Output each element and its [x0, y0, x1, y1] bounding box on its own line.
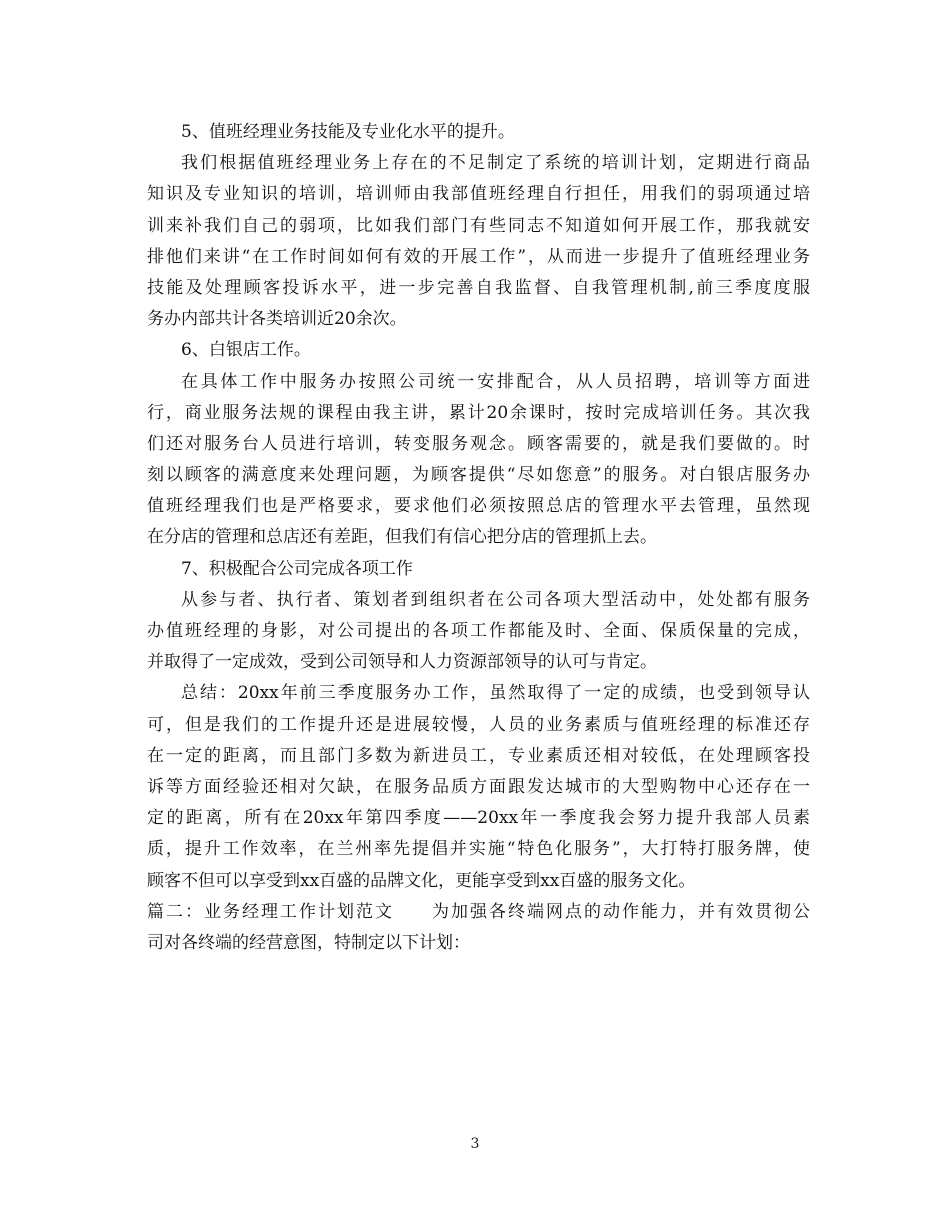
section-heading: 7、积极配合公司完成各项工作 [181, 558, 413, 579]
paragraph-line: 篇二：业务经理工作计划范文 为加强各终端网点的动作能力，并有效贯彻公 [147, 901, 810, 922]
paragraph-line: 务办内部共计各类培训近20余次。 [147, 309, 407, 330]
paragraph-line: 质，提升工作效率，在兰州率先提倡并实施“特色化服务”，大打特打服务牌，使 [147, 839, 810, 860]
document-body [147, 117, 810, 959]
paragraph-line: 行，商业服务法规的课程由我主讲，累计20余课时，按时完成培训任务。其次我 [147, 402, 810, 423]
paragraph-line: 从参与者、执行者、策划者到组织者在公司各项大型活动中，处处都有服务 [181, 589, 810, 610]
paragraph-line: 排他们来讲“在工作时间如何有效的开展工作”，从而进一步提升了值班经理业务 [147, 246, 810, 267]
paragraph-line: 们还对服务台人员进行培训，转变服务观念。顾客需要的，就是我们要做的。时 [147, 433, 810, 454]
paragraph-line: 司对各终端的经营意图，特制定以下计划： [147, 932, 470, 953]
paragraph-line: 训来补我们自己的弱项，比如我们部门有些同志不知道如何开展工作，那我就安 [147, 215, 810, 236]
section-heading: 6、白银店工作。 [181, 340, 311, 361]
paragraph-line: 定的距离，所有在20xx年第四季度——20xx年一季度我会努力提升我部人员素 [147, 808, 810, 829]
paragraph-line: 我们根据值班经理业务上存在的不足制定了系统的培训计划，定期进行商品 [181, 153, 810, 174]
paragraph-line: 在一定的距离，而且部门多数为新进员工，专业素质还相对较低，在处理顾客投 [147, 745, 810, 766]
paragraph-line: 并取得了一定成效，受到公司领导和人力资源部领导的认可与肯定。 [147, 652, 657, 673]
paragraph-line: 值班经理我们也是严格要求，要求他们必须按照总店的管理水平去管理，虽然现 [147, 496, 810, 517]
paragraph-line: 在分店的管理和总店还有差距，但我们有信心把分店的管理抓上去。 [147, 527, 657, 548]
paragraph-line: 顾客不但可以享受到xx百盛的品牌文化，更能享受到xx百盛的服务文化。 [147, 870, 696, 891]
paragraph-line: 诉等方面经验还相对欠缺，在服务品质方面跟发达城市的大型购物中心还存在一 [147, 776, 810, 797]
paragraph-line: 可，但是我们的工作提升还是进展较慢，人员的业务素质与值班经理的标准还存 [147, 714, 810, 735]
page-number: 3 [470, 1136, 480, 1152]
paragraph-line: 知识及专业知识的培训，培训师由我部值班经理自行担任，用我们的弱项通过培 [147, 184, 810, 205]
paragraph-line: 在具体工作中服务办按照公司统一安排配合，从人员招聘，培训等方面进 [181, 371, 810, 392]
paragraph-line: 办值班经理的身影，对公司提出的各项工作都能及时、全面、保质保量的完成， [147, 621, 810, 641]
section-heading: 5、值班经理业务技能及专业化水平的提升。 [181, 122, 515, 142]
paragraph-line: 总结：20xx年前三季度服务办工作，虽然取得了一定的成绩，也受到领导认 [181, 683, 810, 704]
paragraph-line: 技能及处理顾客投诉水平，进一步完善自我监督、自我管理机制,前三季度度服 [147, 277, 810, 298]
paragraph-line: 刻以顾客的满意度来处理问题，为顾客提供“尽如您意”的服务。对白银店服务办 [147, 465, 810, 486]
